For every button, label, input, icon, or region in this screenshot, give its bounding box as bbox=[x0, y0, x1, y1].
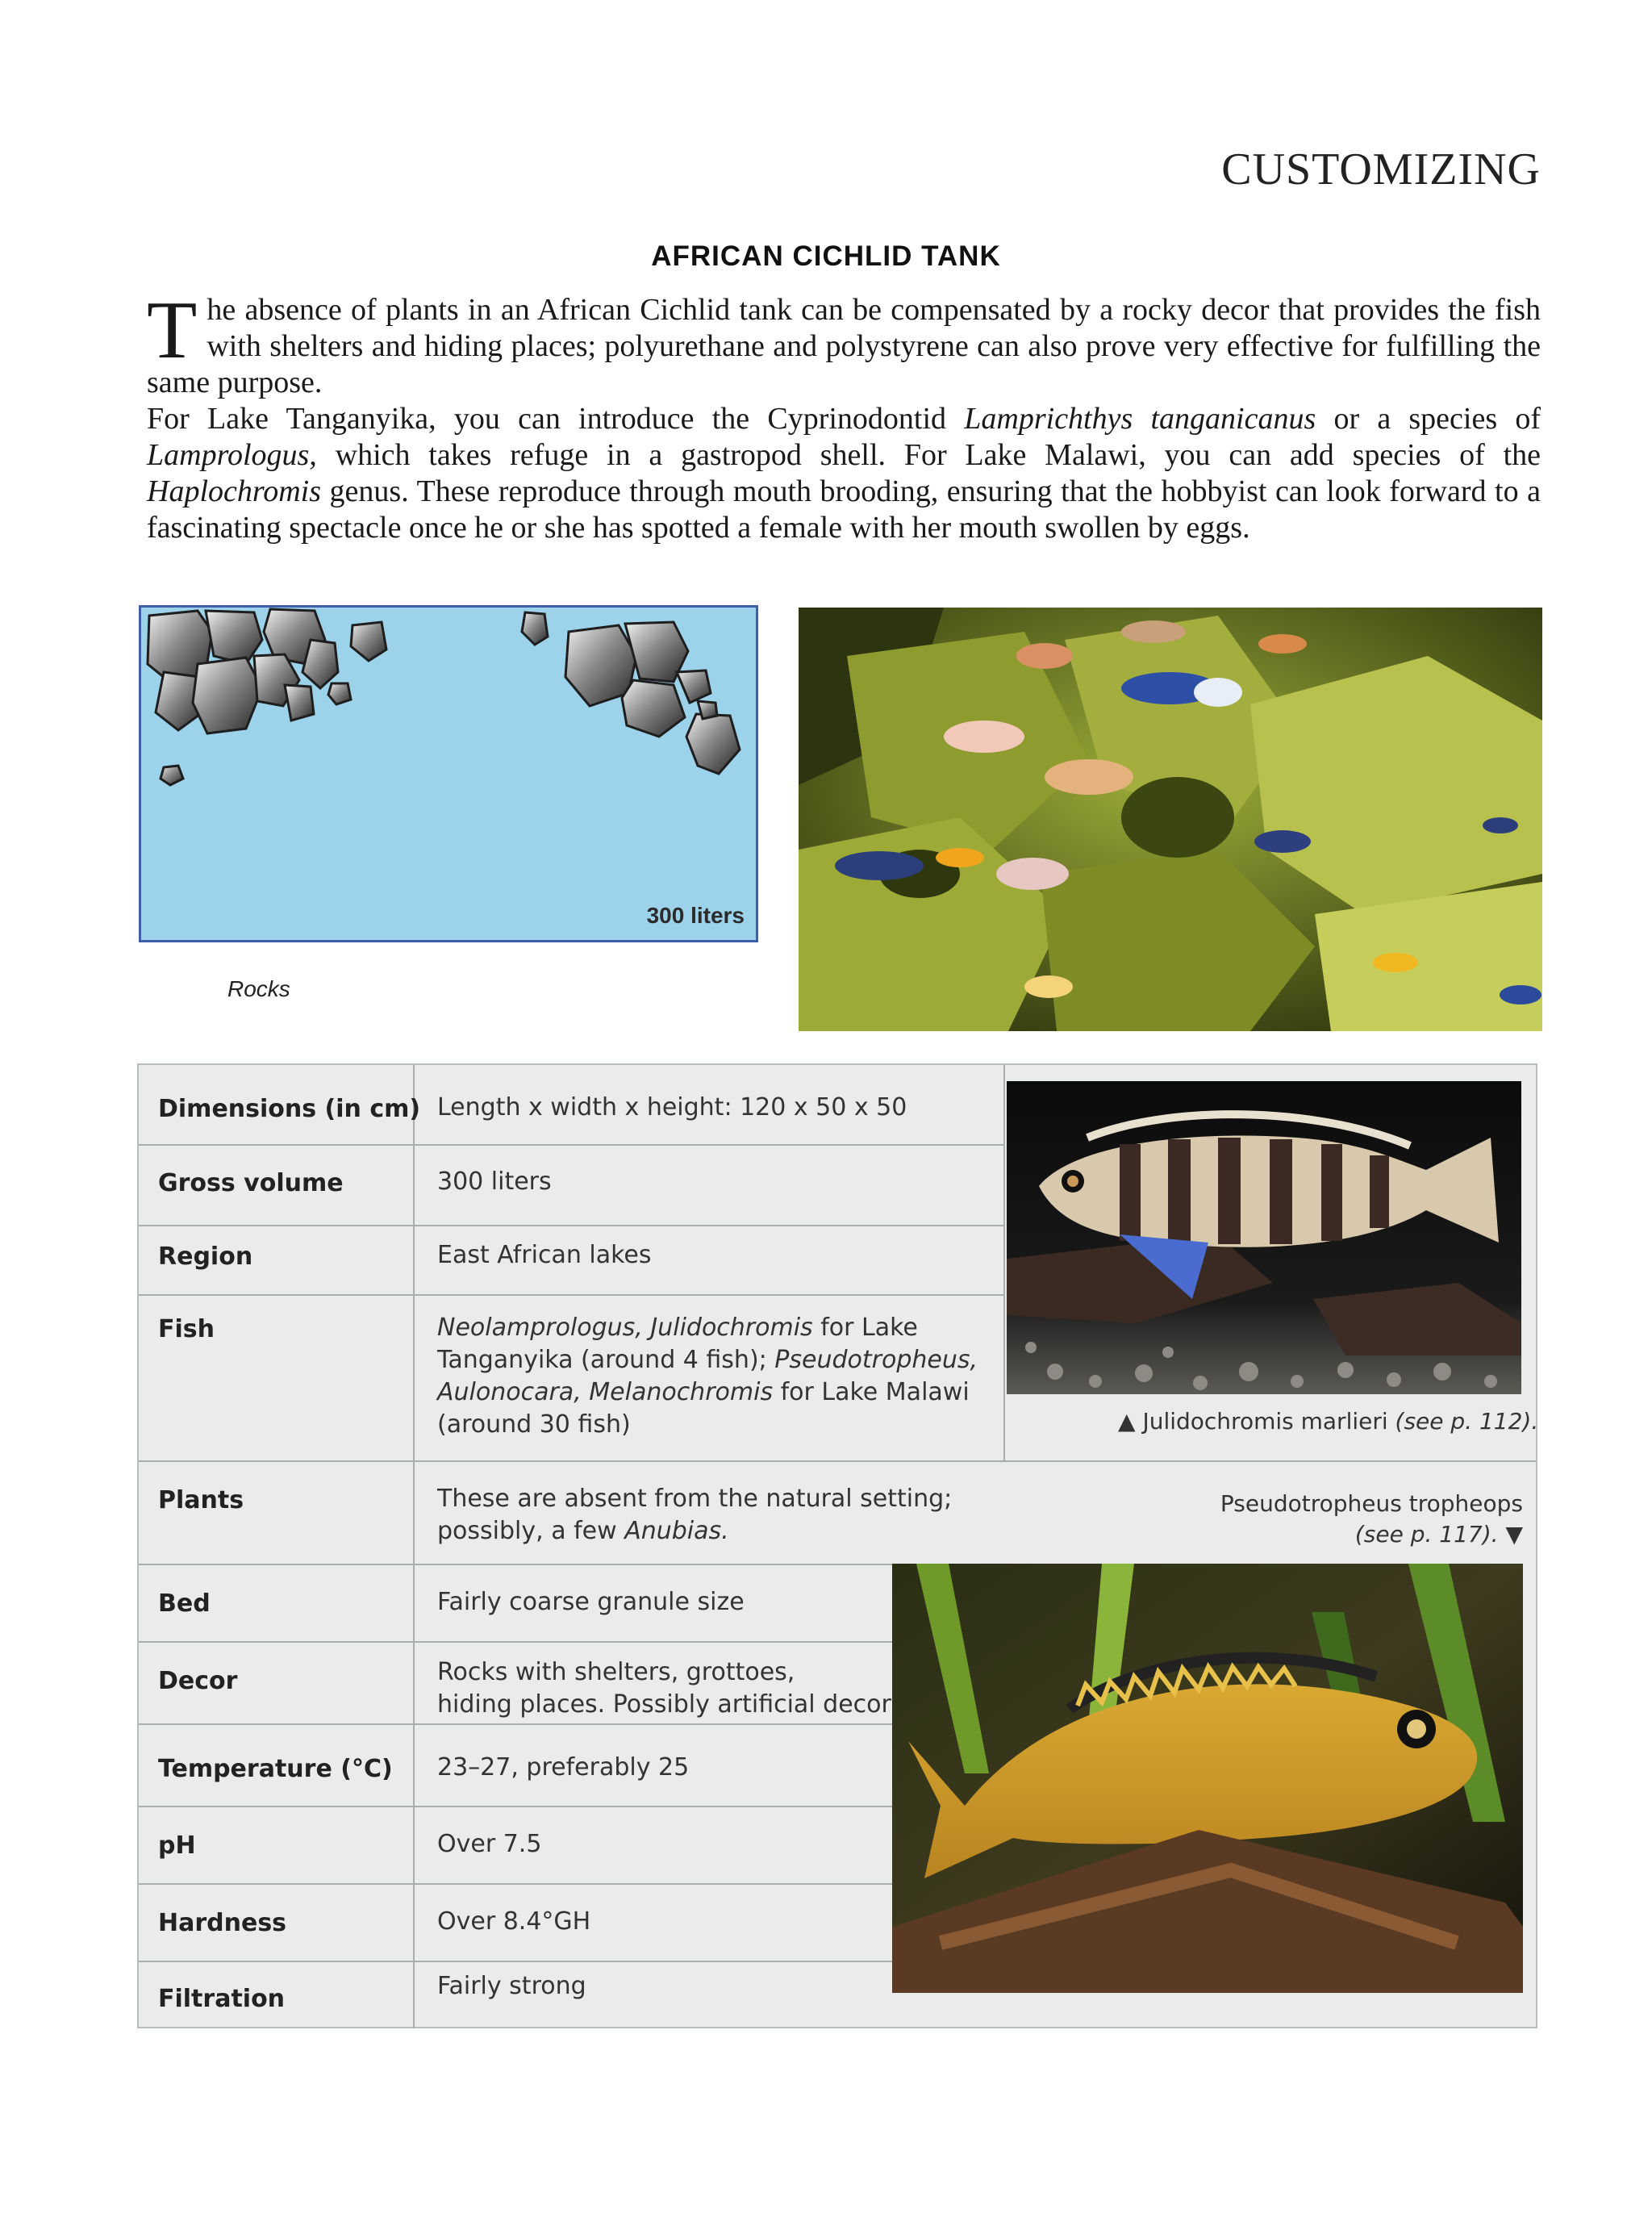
spec-value-hardness: Over 8.4°GH bbox=[437, 1907, 591, 1936]
spec-label-filtration: Filtration bbox=[158, 1985, 286, 2013]
spec-label-plants: Plants bbox=[158, 1486, 244, 1514]
decor-line-1: Rocks with shelters, grottoes, bbox=[437, 1658, 795, 1686]
table-row-divider bbox=[139, 1294, 1003, 1296]
table-column-divider bbox=[1003, 1065, 1005, 1462]
spec-label-gross-volume: Gross volume bbox=[158, 1169, 344, 1197]
intro-paragraph-1 bbox=[147, 285, 1541, 401]
spec-value-bed: Fairly coarse granule size bbox=[437, 1588, 745, 1616]
table-row-divider bbox=[139, 1225, 1003, 1226]
tank-volume-label: 300 liters bbox=[646, 903, 745, 928]
plant-genus: Anubias. bbox=[624, 1517, 729, 1545]
spec-value-ph: Over 7.5 bbox=[437, 1830, 542, 1858]
table-row-divider bbox=[139, 1144, 1003, 1146]
fish-line-1 bbox=[437, 1312, 978, 1344]
plants-line-2 bbox=[437, 1515, 952, 1548]
table-row-divider bbox=[139, 1806, 892, 1807]
triangle-down-icon: ▼ bbox=[1498, 1521, 1523, 1548]
intro-text-run: or a species of bbox=[1316, 402, 1541, 436]
species-caption-name: Pseudotropheus tropheops bbox=[1220, 1490, 1523, 1517]
page-reference: (see p. 117). bbox=[1354, 1521, 1499, 1548]
table-row-divider bbox=[139, 1641, 892, 1643]
fish-text: for Lake bbox=[812, 1314, 918, 1342]
species-name: Haplochromis bbox=[147, 474, 322, 508]
intro-text-run: which takes refuge in a gastropod shell. For Lake Malawi, you can add species of the bbox=[316, 438, 1541, 472]
spec-label-bed: Bed bbox=[158, 1589, 211, 1618]
fish-line-4: (around 30 fish) bbox=[437, 1410, 631, 1439]
pseudotropheus-caption bbox=[1220, 1489, 1523, 1550]
pseudotropheus-caption-ref-line bbox=[1220, 1519, 1523, 1550]
spec-label-temperature: Temperature (°C) bbox=[158, 1755, 393, 1783]
intro-paragraph-2 bbox=[147, 401, 1541, 546]
spec-value-region: East African lakes bbox=[437, 1241, 652, 1269]
genus-names: Neolamprologus, Julidochromis bbox=[437, 1314, 813, 1342]
rocks-illustration bbox=[141, 608, 756, 940]
species-name: Lamprologus, bbox=[147, 438, 317, 472]
drop-cap: T bbox=[147, 285, 198, 376]
spec-label-region: Region bbox=[158, 1243, 253, 1271]
genus-names: Aulonocara, Melanochromis bbox=[437, 1378, 774, 1406]
genus-names: Pseudotropheus, bbox=[774, 1346, 978, 1374]
plants-line-1: These are absent from the natural setting; bbox=[437, 1485, 953, 1513]
intro-text bbox=[147, 285, 1541, 546]
species-name: Lamprichthys tanganicanus bbox=[964, 402, 1316, 436]
intro-text-run: genus. These reproduce through mouth brooding, ensuring that the hobbyist can look forward to a fascinating spectacle once he or she has spotted a female with her mouth swollen by eggs. bbox=[147, 474, 1541, 545]
intro-text-run: For Lake Tanganyika, you can introduce the Cyprinodontid bbox=[147, 402, 965, 436]
spec-value-fish bbox=[437, 1312, 978, 1441]
table-row-divider bbox=[139, 1883, 892, 1885]
fish-line-2 bbox=[437, 1344, 978, 1376]
spec-value-filtration: Fairly strong bbox=[437, 1972, 586, 2000]
spec-label-hardness: Hardness bbox=[158, 1909, 287, 1937]
tank-layout-diagram bbox=[139, 605, 758, 942]
triangle-up-icon: ▲ bbox=[1118, 1408, 1136, 1435]
julidochromis-photo bbox=[1007, 1081, 1521, 1394]
intro-paragraph-1-text: he absence of plants in an African Cichlid tank can be compensated by a rocky decor that provides the fish with shelters and hiding places; polyurethane and polystyrene can also prove very effective for fulfilling the same purpose. bbox=[147, 293, 1541, 399]
spec-value-decor bbox=[437, 1656, 891, 1721]
spec-label-decor: Decor bbox=[158, 1667, 238, 1695]
spec-value-gross-volume: 300 liters bbox=[437, 1167, 552, 1196]
table-row-divider bbox=[139, 1564, 892, 1565]
section-title: CUSTOMIZING bbox=[1221, 144, 1541, 194]
table-row-divider bbox=[139, 1961, 892, 1962]
fish-line-3 bbox=[437, 1376, 978, 1409]
spec-label-ph: pH bbox=[158, 1832, 196, 1860]
decor-line-2: hiding places. Possibly artificial decor bbox=[437, 1690, 891, 1719]
species-caption-name: Julidochromis marlieri bbox=[1135, 1408, 1395, 1435]
aquarium-photo bbox=[799, 608, 1542, 1031]
fish-text: Tanganyika (around 4 fish); bbox=[437, 1346, 775, 1374]
table-row-divider bbox=[139, 1460, 1536, 1462]
spec-label-dimensions: Dimensions (in cm) bbox=[158, 1095, 421, 1123]
spec-value-dimensions: Length x width x height: 120 x 50 x 50 bbox=[437, 1093, 907, 1122]
fish-text: for Lake Malawi bbox=[773, 1378, 970, 1406]
article-title: AFRICAN CICHLID TANK bbox=[651, 240, 1001, 272]
diagram-caption: Rocks bbox=[227, 976, 290, 1001]
spec-value-plants bbox=[437, 1483, 952, 1548]
plants-text: possibly, a few bbox=[437, 1517, 625, 1545]
pseudotropheus-photo bbox=[892, 1564, 1523, 1993]
page-reference: (see p. 112). bbox=[1395, 1408, 1539, 1435]
julidochromis-caption bbox=[1118, 1408, 1538, 1435]
spec-label-fish: Fish bbox=[158, 1315, 215, 1343]
spec-value-temperature: 23–27, preferably 25 bbox=[437, 1753, 690, 1782]
table-row-divider bbox=[139, 1723, 892, 1725]
